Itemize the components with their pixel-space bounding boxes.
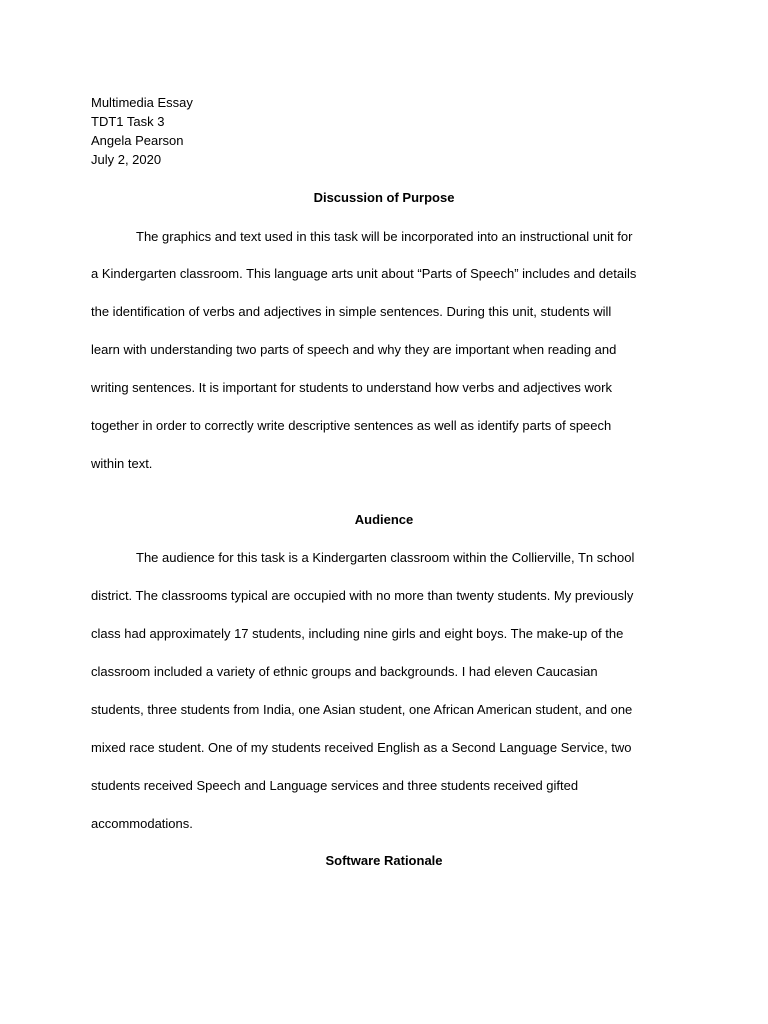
essay-title: Multimedia Essay <box>91 95 193 110</box>
paragraph-line: together in order to correctly write descriptive sentences as well as identify parts of speech <box>91 418 612 433</box>
section-heading-audience: Audience <box>354 512 414 527</box>
paragraph-line: writing sentences. It is important for students to understand how verbs and adjectives work <box>91 380 612 395</box>
paragraph-line: learn with understanding two parts of speech and why they are important when reading and <box>91 342 617 357</box>
paragraph-line: mixed race student. One of my students received English as a Second Language Service, two <box>91 740 632 755</box>
paragraph-line: The graphics and text used in this task will be incorporated into an instructional unit for <box>136 229 633 244</box>
paragraph-line: students received Speech and Language services and three students received gifted <box>91 778 579 793</box>
paragraph-line: within text. <box>91 456 153 471</box>
essay-date: July 2, 2020 <box>91 152 162 167</box>
section-heading-software-rationale: Software Rationale <box>325 853 443 868</box>
paragraph-line: classroom included a variety of ethnic groups and backgrounds. I had eleven Caucasian <box>91 664 598 679</box>
paragraph-line: class had approximately 17 students, including nine girls and eight boys. The make-up of the <box>91 626 624 641</box>
paragraph-line: accommodations. <box>91 816 193 831</box>
paragraph-line: district. The classrooms typical are occupied with no more than twenty students. My previously <box>91 588 634 603</box>
author-name: Angela Pearson <box>91 133 184 148</box>
paragraph-line: The audience for this task is a Kindergarten classroom within the Collierville, Tn school <box>136 550 635 565</box>
paragraph-line: a Kindergarten classroom. This language arts unit about “Parts of Speech” includes and details <box>91 266 637 281</box>
task-id: TDT1 Task 3 <box>91 114 165 129</box>
paragraph-line: the identification of verbs and adjectives in simple sentences. During this unit, students will <box>91 304 612 319</box>
section-heading-purpose: Discussion of Purpose <box>313 190 455 205</box>
paragraph-line: students, three students from India, one Asian student, one African American student, and one <box>91 702 633 717</box>
